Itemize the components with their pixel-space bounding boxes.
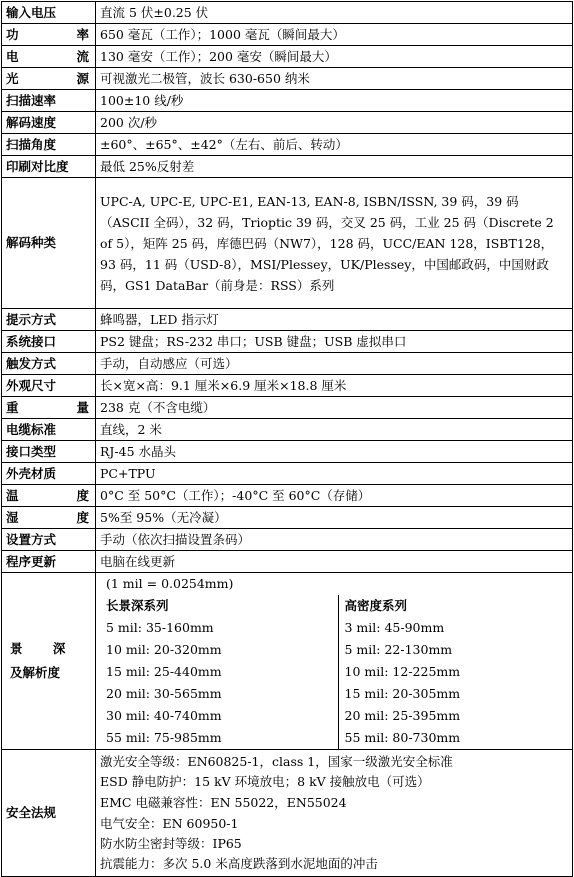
spec-label: 温度: [2, 485, 96, 507]
decode-section: [2, 178, 573, 309]
safety-value: [96, 750, 573, 877]
safety-line: ESD 静电防护：15 kV 环境放电；8 kV 接触放电（可选）: [100, 774, 430, 789]
spec-label: 解码速度: [2, 112, 96, 134]
depth-label-line2: 及解析度: [10, 665, 61, 680]
spec-value: 手动，自动感应（可选）: [96, 353, 573, 375]
long-range-value: 10 mil: 20-320mm: [100, 639, 338, 661]
table-row: [2, 2, 573, 24]
spec-value: 长×宽×高：9.1 厘米×6.9 厘米×18.8 厘米: [96, 375, 573, 397]
spec-value: 可视激光二极管，波长 630-650 纳米: [96, 68, 573, 90]
spec-label: 外观尺寸: [2, 375, 96, 397]
long-range-value: 15 mil: 25-440mm: [100, 661, 338, 683]
spec-label: 光源: [2, 68, 96, 90]
spec-value: 最低 25%反射差: [96, 156, 573, 178]
table-row: [2, 397, 573, 419]
spec-value: PS2 键盘；RS-232 串口；USB 键盘；USB 虚拟串口: [96, 331, 573, 353]
high-density-value: 5 mil: 22-130mm: [338, 639, 568, 661]
decode-types-value: UPC-A, UPC-E, UPC-E1, EAN-13, EAN-8, ISBN/ISSN, 39 码，39 码（ASCII 全码），32 码，Trioptic 39 码，交叉 25 码，工业 25 码（Discrete 2 of 5），矩阵 25 码，库德巴码（NW7），128 码，UCC/EAN 128，ISBT128，93 码，11 码（USD-8），MSI/Plessey，UK/Plessey，中国邮政码，中国财政码，GS1 DataBar（前身是：RSS）系列: [96, 178, 573, 309]
spec-value: ±60°、±65°、±42°（左右、前后、转动）: [96, 134, 573, 156]
spec-label: 湿度: [2, 507, 96, 529]
depth-label-line1: 景 深: [10, 641, 66, 656]
spec-value: 直线，2 米: [96, 419, 573, 441]
safety-section: [2, 750, 573, 877]
high-density-title: 高密度系列: [338, 595, 568, 617]
depth-row: [100, 617, 568, 639]
spec-label: 程序更新: [2, 551, 96, 573]
long-range-value: 55 mil: 75-985mm: [100, 727, 338, 749]
table-row: [2, 46, 573, 68]
depth-table-body: [100, 595, 568, 749]
table-row: [2, 551, 573, 573]
spec-label: 电流: [2, 46, 96, 68]
table-row: [2, 134, 573, 156]
table-row: [2, 529, 573, 551]
spec-value: 5%至 95%（无冷凝）: [96, 507, 573, 529]
depth-cell: [96, 573, 573, 750]
spec-value: 直流 5 伏±0.25 伏: [96, 2, 573, 24]
spec-label: 触发方式: [2, 353, 96, 375]
high-density-value: 3 mil: 45-90mm: [338, 617, 568, 639]
spec-label: 安全法规: [2, 750, 96, 877]
depth-row: [100, 683, 568, 705]
table-row: [2, 485, 573, 507]
spec-table: [1, 1, 573, 877]
table-row: [2, 750, 573, 877]
high-density-value: 10 mil: 12-225mm: [338, 661, 568, 683]
spec-value: 蜂鸣器，LED 指示灯: [96, 309, 573, 331]
spec-label: 系统接口: [2, 331, 96, 353]
table-row: [2, 156, 573, 178]
spec-label: 电缆标准: [2, 419, 96, 441]
spec-label: 印刷对比度: [2, 156, 96, 178]
table-row: [2, 507, 573, 529]
table-row: [2, 441, 573, 463]
table-row: [2, 573, 573, 750]
table-row: [2, 331, 573, 353]
spec-label: 外壳材质: [2, 463, 96, 485]
high-density-value: 55 mil: 80-730mm: [338, 727, 568, 749]
table-row: [2, 419, 573, 441]
depth-table: [100, 595, 568, 749]
safety-line: EMC 电磁兼容性：EN 55022，EN55024: [100, 795, 347, 810]
depth-label: [2, 573, 96, 750]
table-row: [2, 309, 573, 331]
spec-label: 功率: [2, 24, 96, 46]
depth-section: [2, 573, 573, 750]
high-density-value: 20 mil: 25-395mm: [338, 705, 568, 727]
long-range-value: 5 mil: 35-160mm: [100, 617, 338, 639]
spec-value: 0°C 至 50°C（工作）；-40°C 至 60°C（存储）: [96, 485, 573, 507]
spec-table-body: [2, 309, 573, 573]
long-range-title: 长景深系列: [100, 595, 338, 617]
spec-label: 解码种类: [2, 178, 96, 309]
spec-value: PC+TPU: [96, 463, 573, 485]
high-density-value: 15 mil: 20-305mm: [338, 683, 568, 705]
safety-line: 防水防尘密封等级：IP65: [100, 836, 242, 851]
table-row: [2, 353, 573, 375]
mil-note: (1 mil = 0.0254mm): [106, 576, 234, 591]
spec-value: 650 毫瓦（工作）；1000 毫瓦（瞬间最大）: [96, 24, 573, 46]
spec-label: 扫描角度: [2, 134, 96, 156]
table-row: [2, 24, 573, 46]
long-range-value: 30 mil: 40-740mm: [100, 705, 338, 727]
table-row: [2, 375, 573, 397]
safety-line: 抗震能力：多次 5.0 米高度跌落到水泥地面的冲击: [100, 856, 378, 871]
spec-value: 238 克（不含电缆）: [96, 397, 573, 419]
spec-value: 200 次/秒: [96, 112, 573, 134]
table-row: [2, 90, 573, 112]
depth-row: [100, 661, 568, 683]
safety-line: 激光安全等级：EN60825-1，class 1，国家一级激光安全标准: [100, 754, 453, 769]
spec-value: RJ-45 水晶头: [96, 441, 573, 463]
table-row: [2, 178, 573, 309]
depth-row: [100, 727, 568, 749]
depth-header-row: [100, 595, 568, 617]
spec-value: 手动（依次扫描设置条码）: [96, 529, 573, 551]
spec-label: 扫描速率: [2, 90, 96, 112]
depth-row: [100, 639, 568, 661]
spec-value: 130 毫安（工作）；200 毫安（瞬间最大）: [96, 46, 573, 68]
spec-value: 电脑在线更新: [96, 551, 573, 573]
safety-line: 电气安全：EN 60950-1: [100, 816, 239, 831]
spec-label: 提示方式: [2, 309, 96, 331]
spec-value: 100±10 线/秒: [96, 90, 573, 112]
table-row: [2, 68, 573, 90]
spec-label: 接口类型: [2, 441, 96, 463]
spec-label: 重量: [2, 397, 96, 419]
table-row: [2, 463, 573, 485]
table-row: [2, 112, 573, 134]
spec-table-body: [2, 2, 573, 178]
long-range-value: 20 mil: 30-565mm: [100, 683, 338, 705]
spec-label: 设置方式: [2, 529, 96, 551]
depth-row: [100, 705, 568, 727]
spec-label: 输入电压: [2, 2, 96, 24]
